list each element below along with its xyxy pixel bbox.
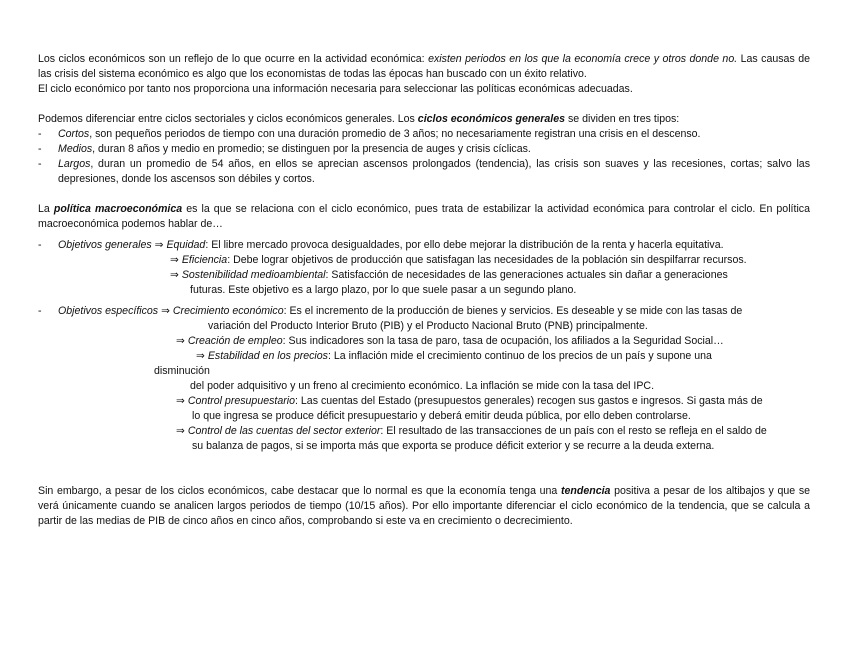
macro-paragraph (38, 202, 810, 232)
obj-especificos-line1 (38, 304, 810, 334)
obj-presupuestario (38, 394, 810, 424)
document-page (38, 52, 810, 529)
arrow-icon: ⇒ (176, 395, 185, 407)
obj-sostenibilidad (38, 268, 810, 298)
tendencia-lead: Sin embargo, a pesar de los ciclos económicos, cabe destacar que lo normal es que la economía tenga una (38, 485, 561, 497)
term-crecimiento: Crecimiento económico (172, 305, 284, 317)
text-sostenibilidad: : Satisfacción de necesidades de las generaciones actuales sin dañar a generaciones (325, 269, 728, 281)
obj-exterior (38, 424, 810, 454)
intro-lead: Los ciclos económicos son un reflejo de lo que ocurre en la actividad económica: (38, 53, 429, 65)
arrow-icon: ⇒ (154, 239, 164, 251)
arrow-icon: ⇒ (176, 425, 185, 437)
text-presupuestario: : Las cuentas del Estado (presupuestos generales) recogen sus gastos e ingresos. Si gasta más de (295, 395, 763, 407)
cycles-rest: se dividen en tres tipos: (565, 113, 680, 125)
text-exterior: : El resultado de las transacciones de un país con el resto se refleja en el saldo de (380, 425, 767, 437)
macro-rest: es la que se relaciona con el ciclo económico, pues trata de estabilizar la actividad económica para controlar el ciclo. En política macroeconómica podemos hablar de… (38, 203, 810, 230)
intro-line3: El ciclo económico por tanto nos proporciona una información necesaria para seleccionar las políticas económicas adecuadas. (38, 83, 633, 95)
text-eficiencia: : Debe lograr objetivos de producción que satisfagan las necesidades de la población sin despilfarrar recursos. (227, 254, 747, 266)
text-precios: : La inflación mide el crecimiento continuo de los precios de un país y supone una (327, 350, 712, 362)
term-eficiencia: Eficiencia (181, 254, 228, 266)
cont-presupuestario: lo que ingresa se produce déficit presupuestario y deberá emitir deuda pública, por ello deben controlarse. (192, 410, 691, 422)
arrow-icon: ⇒ (196, 350, 205, 362)
term-exterior: Control de las cuentas del sector exterior (187, 425, 381, 437)
obj-generales-head: Objetivos generales (58, 239, 152, 251)
arrow-icon: ⇒ (161, 305, 170, 317)
text-empleo: : Sus indicadores son la tasa de paro, tasa de ocupación, los afiliados a la Seguridad Social… (282, 335, 724, 347)
cont-sostenibilidad: futuras. Este objetivo es a largo plazo, por lo que suele pasar a un segundo plano. (190, 284, 577, 296)
term-equidad: Equidad (166, 239, 206, 251)
list-dash: - (38, 143, 42, 155)
macro-bold-italic: política macroeconómica (53, 203, 183, 215)
arrow-icon: ⇒ (170, 254, 179, 266)
term-medios: Medios (58, 143, 93, 155)
term-empleo: Creación de empleo (187, 335, 283, 347)
intro-rest: Las causas de las crisis del sistema económico es algo que los economistas de todas las épocas han buscado con un éxito relativo. (38, 53, 810, 80)
tendencia-rest: positiva a pesar de los altibajos y que se verá únicamente cuando se analicen largos periodos de tiempo (10/15 años). Por ello importante diferenciar el ciclo económico de la tendencia, que se calcula a partir de las medias de PIB de cinco años en cinco años, comprobando si este va en crecimiento o decrecimiento. (38, 485, 811, 527)
obj-empleo (38, 334, 810, 349)
obj-precios-cont: del poder adquisitivo y un freno al crecimiento económico. La inflación se mide con la tasa del IPC. (190, 380, 655, 392)
text-equidad: : El libre mercado provoca desigualdades, por ello debe mejorar la distribución de la renta y hacerla equitativa. (205, 239, 724, 251)
text-largos: , duran un promedio de 54 años, en ellos se aprecian ascensos prolongados (tendencia), las crisis son suaves y las recesiones, cortas; salvo las depresiones, donde los ascensos son débiles y cortos. (58, 158, 810, 185)
obj-precios-cont0: disminución (154, 365, 210, 377)
term-presupuestario: Control presupuestario (187, 395, 296, 407)
obj-precios (38, 349, 810, 364)
cycles-lead: Podemos diferenciar entre ciclos sectoriales y ciclos económicos generales. Los (38, 113, 418, 125)
term-cortos: Cortos (58, 128, 90, 140)
tendencia-paragraph (38, 484, 810, 529)
list-dash: - (38, 128, 42, 140)
objetivos-generales (38, 238, 810, 298)
intro-italic: existen periodos en los que la economía crece y otros donde no. (428, 53, 738, 65)
arrow-icon: ⇒ (176, 335, 185, 347)
list-dash: - (38, 305, 42, 317)
macro-lead: La (38, 203, 54, 215)
list-item-largos (38, 157, 810, 187)
obj-eficiencia (38, 253, 810, 268)
tendencia-bold-italic: tendencia (560, 485, 611, 497)
text-crecimiento: : Es el incremento de la producción de bienes y servicios. Es deseable y se mide con las tasas de (283, 305, 743, 317)
cont-exterior: su balanza de pagos, si se importa más que exporta se produce déficit exterior y se recurre a la deuda externa. (192, 440, 715, 452)
obj-generales-line1 (38, 238, 810, 253)
cycles-paragraph (38, 112, 810, 127)
list-dash: - (38, 158, 42, 170)
term-sostenibilidad: Sostenibilidad medioambiental (181, 269, 326, 281)
term-precios: Estabilidad en los precios (207, 350, 328, 362)
list-item-cortos (38, 127, 810, 142)
text-medios: , duran 8 años y medio en promedio; se distinguen por la presencia de auges y crisis cíclicas. (92, 143, 531, 155)
intro-paragraph (38, 52, 810, 82)
objetivos-especificos (38, 304, 810, 454)
text-cortos: , son pequeños periodos de tiempo con una duración promedio de 3 años; no necesariamente registran una crisis en el descenso. (89, 128, 701, 140)
list-item-medios (38, 142, 810, 157)
obj-especificos-head: Objetivos específicos (58, 305, 159, 317)
term-largos: Largos (58, 158, 91, 170)
list-dash: - (38, 239, 42, 251)
cycles-bold-italic: ciclos económicos generales (417, 113, 565, 125)
cont-crecimiento: variación del Producto Interior Bruto (PIB) y el Producto Nacional Bruto (PNB) principalmente. (208, 320, 648, 332)
arrow-icon: ⇒ (170, 269, 179, 281)
